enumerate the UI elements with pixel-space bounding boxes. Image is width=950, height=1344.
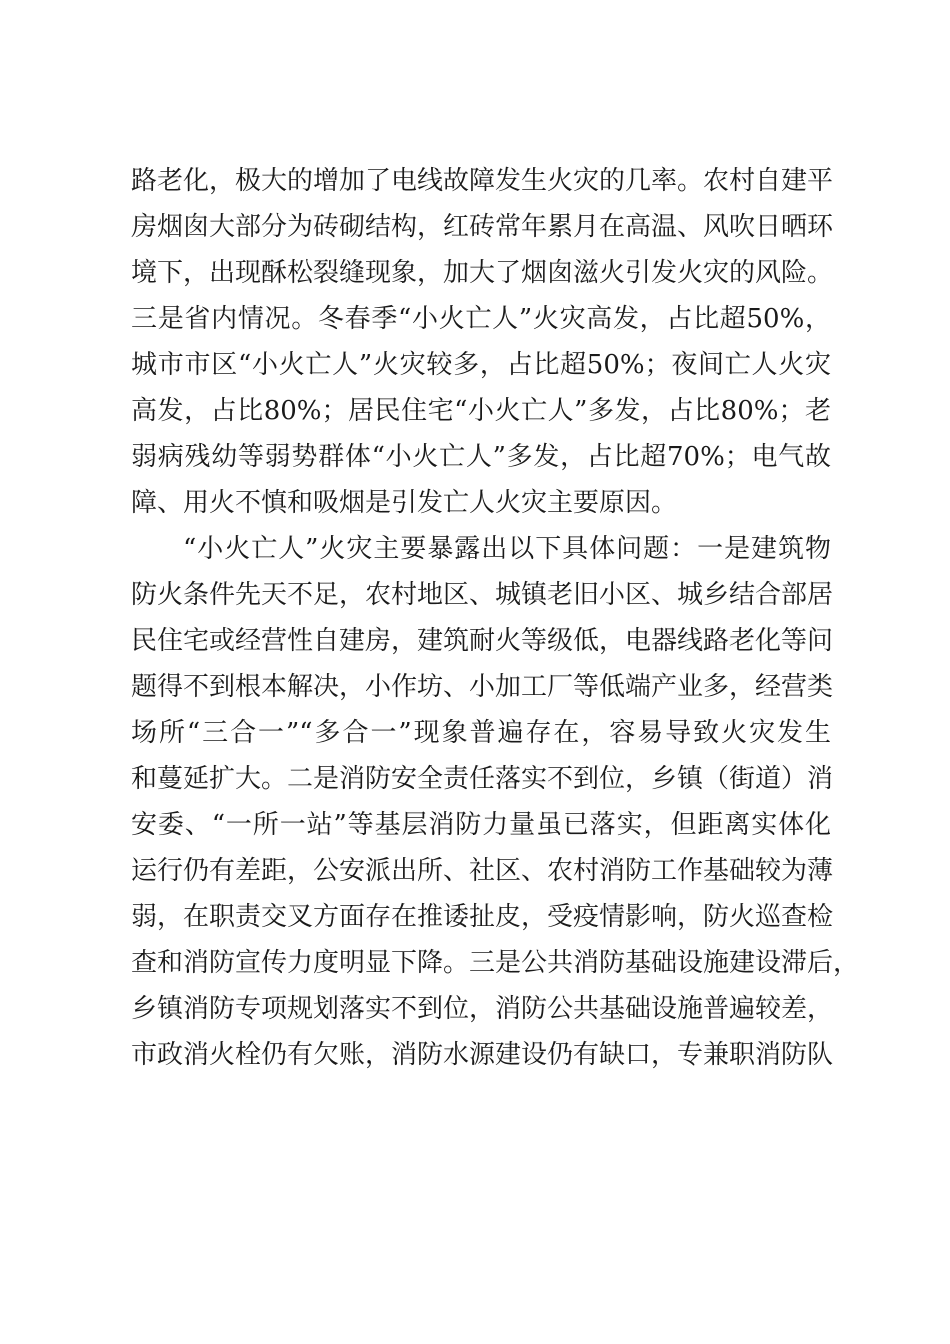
text-line: 场所“三合一”“多合一”现象普遍存在，容易导致火灾发生 (131, 718, 831, 748)
text-line: “小火亡人”火灾主要暴露出以下具体问题：一是建筑物 (183, 534, 831, 564)
text-line: 和蔓延扩大。二是消防安全责任落实不到位，乡镇（街道）消 (131, 764, 834, 794)
text-line: 运行仍有差距，公安派出所、社区、农村消防工作基础较为薄 (131, 856, 834, 886)
paragraph-2 (131, 526, 860, 1078)
text-line: 市政消火栓仍有欠账，消防水源建设仍有缺口，专兼职消防队 (131, 1040, 834, 1070)
text-line: 城市市区“小火亡人”火灾较多，占比超50%；夜间亡人火灾 (131, 350, 831, 380)
text-line: 乡镇消防专项规划落实不到位，消防公共基础设施普遍较差， (131, 994, 834, 1024)
text-line: 查和消防宣传力度明显下降。三是公共消防基础设施建设滞后， (131, 948, 860, 978)
body-text (131, 158, 860, 1078)
text-line: 障、用火不慎和吸烟是引发亡人火灾主要原因。 (131, 488, 678, 518)
paragraph-1 (131, 158, 834, 526)
text-line: 安委、“一所一站”等基层消防力量虽已落实，但距离实体化 (131, 810, 831, 840)
text-line: 弱，在职责交叉方面存在推诿扯皮，受疫情影响，防火巡查检 (131, 902, 834, 932)
text-line: 路老化，极大的增加了电线故障发生火灾的几率。农村自建平 (131, 166, 834, 196)
text-line: 防火条件先天不足，农村地区、城镇老旧小区、城乡结合部居 (131, 580, 834, 610)
text-line: 弱病残幼等弱势群体“小火亡人”多发，占比超70%；电气故 (131, 442, 831, 472)
text-line: 题得不到根本解决，小作坊、小加工厂等低端产业多，经营类 (131, 672, 834, 702)
text-line: 境下，出现酥松裂缝现象，加大了烟囱滋火引发火灾的风险。 (131, 258, 834, 288)
text-line: 高发，占比80%；居民住宅“小火亡人”多发，占比80%；老 (131, 396, 831, 426)
text-line: 房烟囱大部分为砖砌结构，红砖常年累月在高温、风吹日晒环 (131, 212, 834, 242)
text-line: 三是省内情况。冬春季“小火亡人”火灾高发，占比超50%， (131, 304, 831, 334)
text-line: 民住宅或经营性自建房，建筑耐火等级低，电器线路老化等问 (131, 626, 834, 656)
